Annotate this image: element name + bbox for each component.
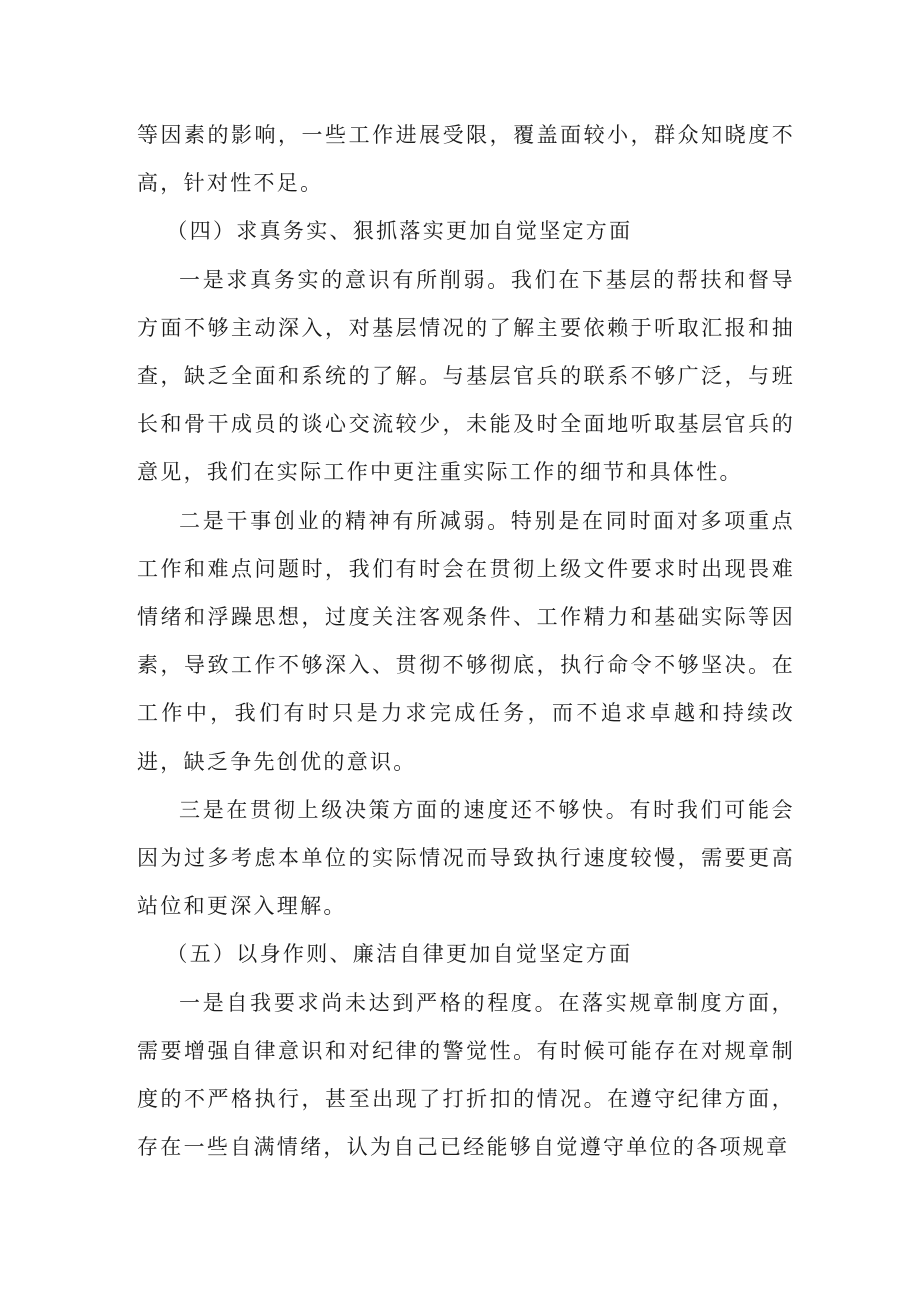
paragraph-point-two: 二是干事创业的精神有所减弱。特别是在同时面对多项重点工作和难点问题时，我们有时会在贯彻上级文件要求时出现畏难情绪和浮躁思想，过度关注客观条件、工作精力和基础实际等因素，导致工作不够深入、贯彻不够彻底，执行命令不够坚决。在工作中，我们有时只是力求完成任务，而不追求卓越和持续改进，缺乏争先创优的意识。 (137, 508, 795, 774)
paragraph-point-one: 一是求真务实的意识有所削弱。我们在下基层的帮扶和督导方面不够主动深入，对基层情况的了解主要依赖于听取汇报和抽查，缺乏全面和系统的了解。与基层官兵的联系不够广泛，与班长和骨干成员的谈心交流较少，未能及时全面地听取基层官兵的意见，我们在实际工作中更注重实际工作的细节和具体性。 (137, 267, 795, 485)
document-body (137, 111, 795, 1171)
section-heading-five: （五）以身作则、廉洁自律更加自觉坚定方面 (166, 942, 633, 967)
section-heading-four: （四）求真务实、狠抓落实更加自觉坚定方面 (166, 219, 633, 244)
paragraph-point-three: 三是在贯彻上级决策方面的速度还不够快。有时我们可能会因为过多考虑本单位的实际情况而导致执行速度较慢，需要更高站位和更深入理解。 (137, 797, 795, 919)
paragraph-continuation: 等因素的影响，一些工作进展受限，覆盖面较小，群众知晓度不高，针对性不足。 (137, 123, 795, 196)
paragraph-point-one-section-five: 一是自我要求尚未达到严格的程度。在落实规章制度方面，需要增强自律意识和对纪律的警觉性。有时候可能存在对规章制度的不严格执行，甚至出现了打折扣的情况。在遵守纪律方面，存在一些自满情绪，认为自己已经能够自觉遵守单位的各项规章 (137, 990, 795, 1160)
